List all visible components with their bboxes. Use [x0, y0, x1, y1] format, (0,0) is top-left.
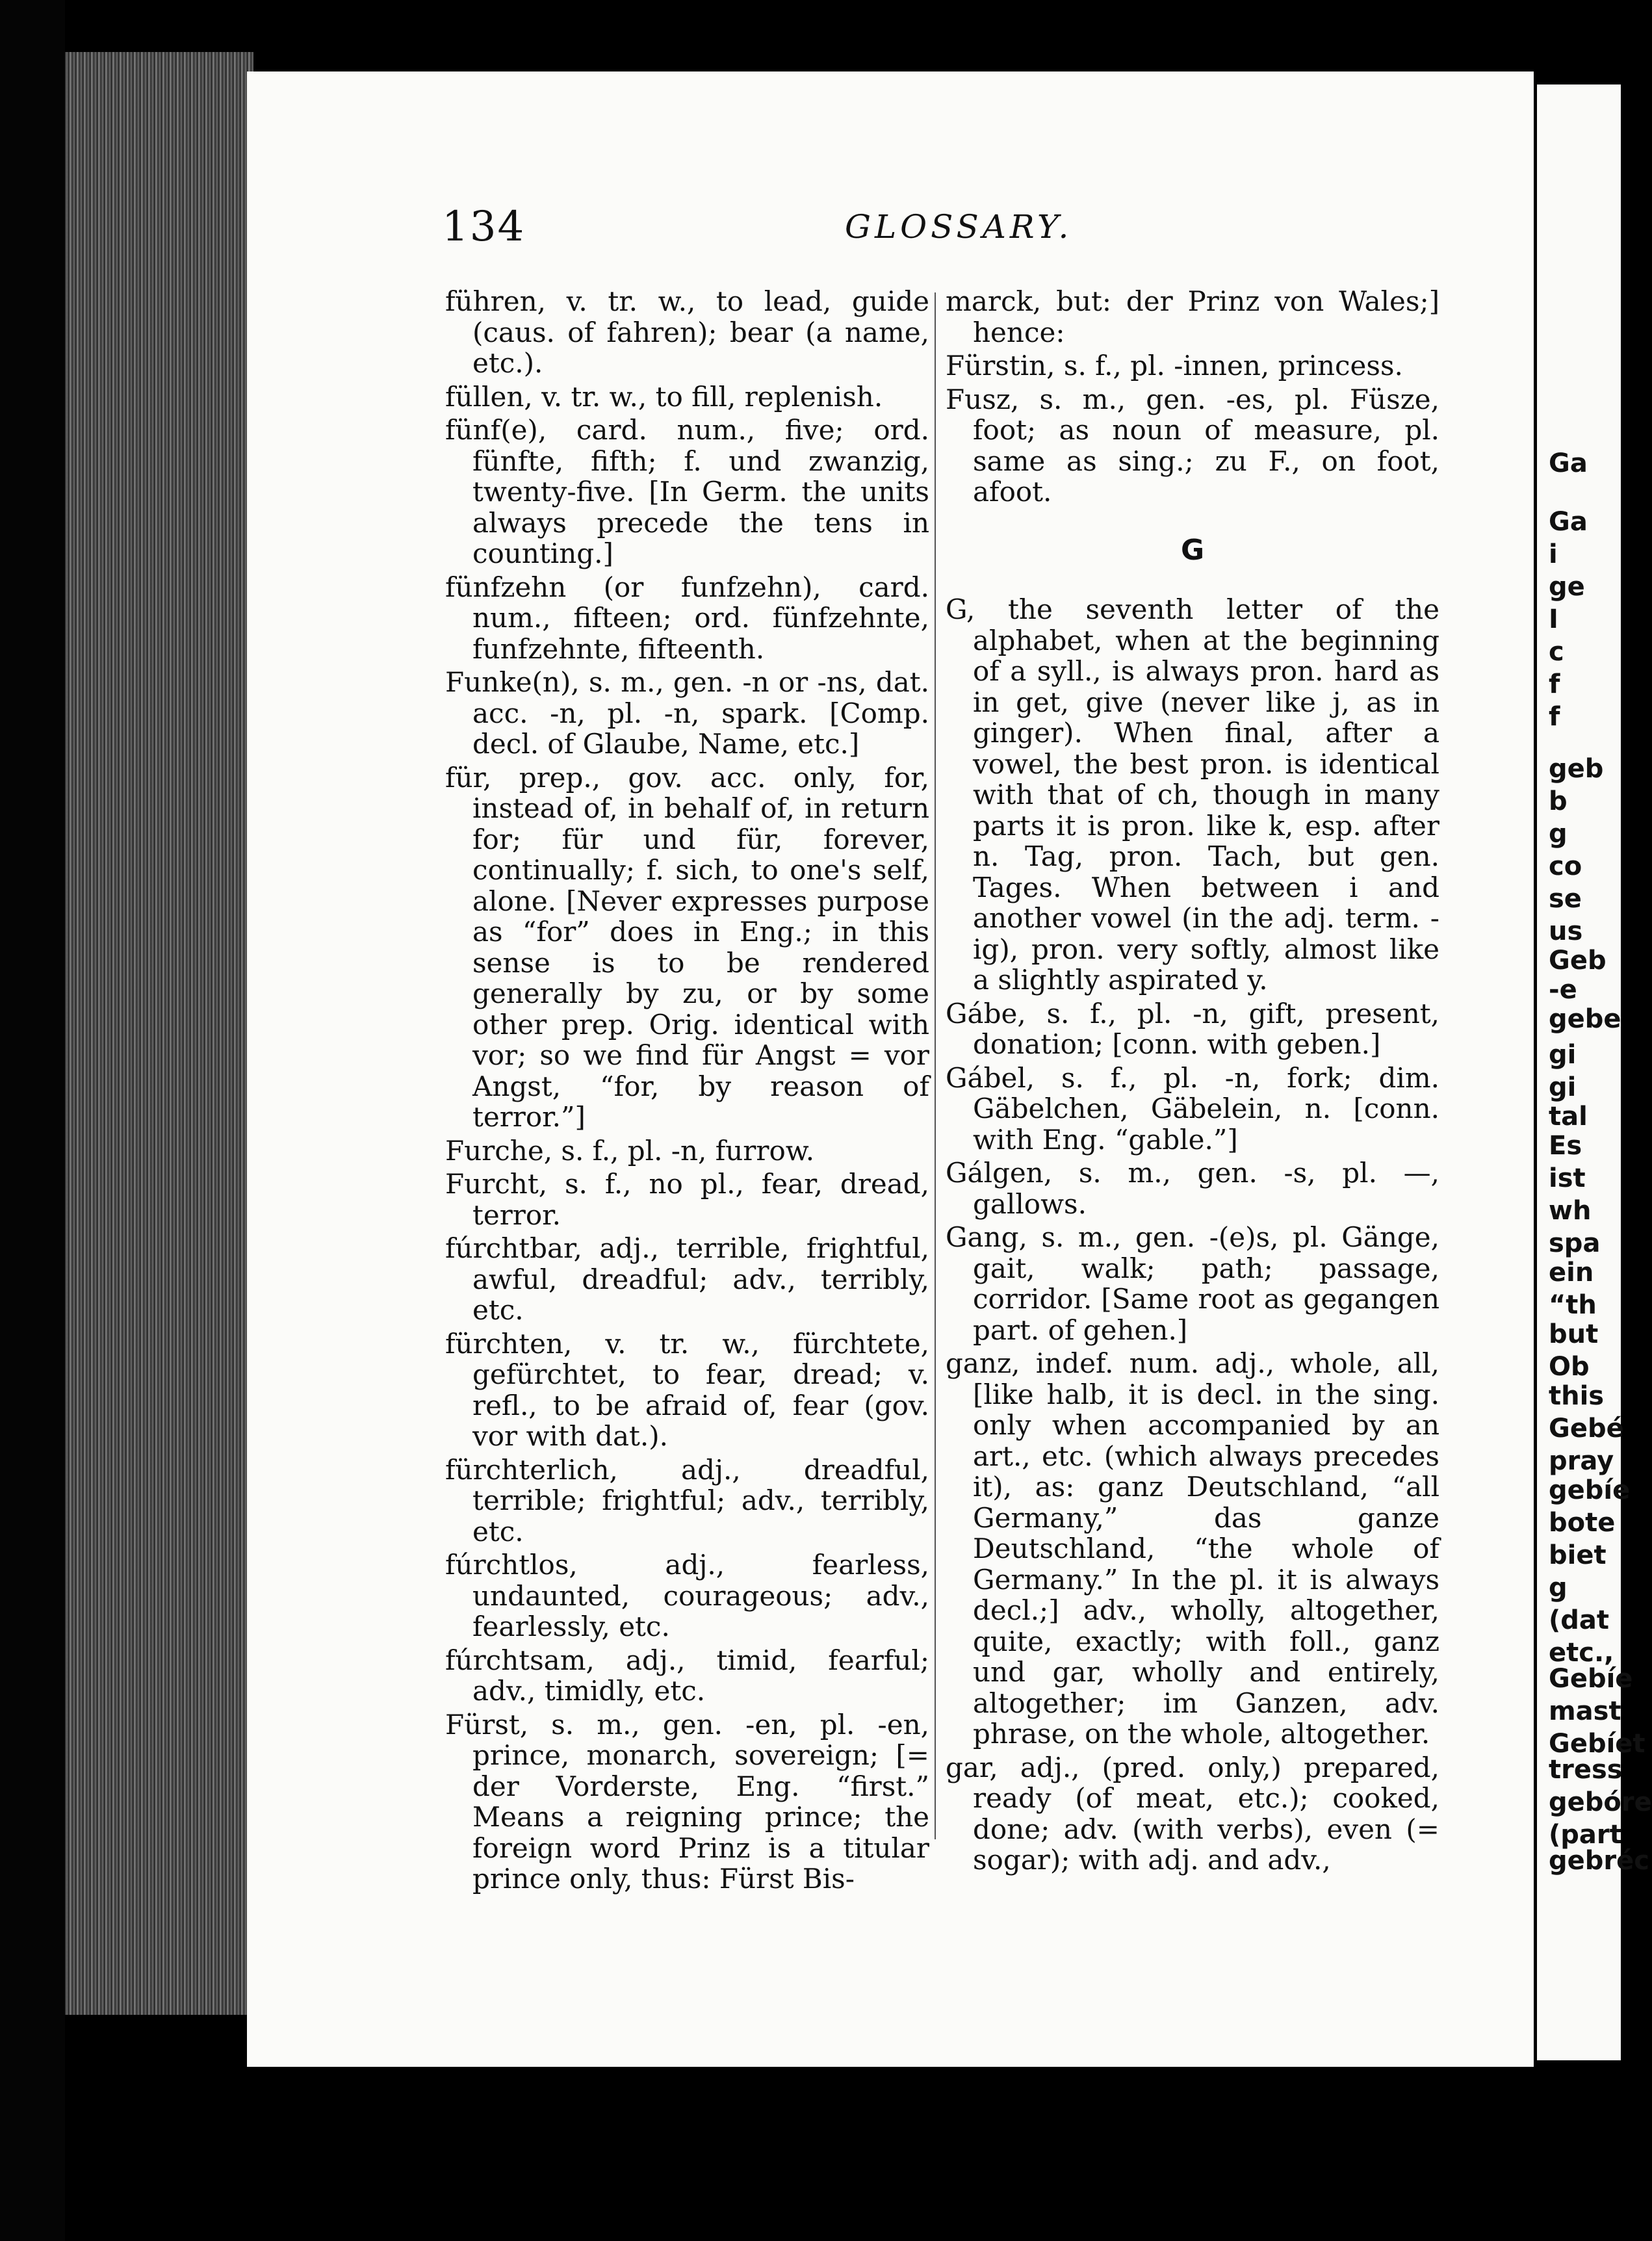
glossary-entry: Funke(n), s. m., gen. -n or -ns, dat. acc. -n, pl. -n, spark. [Comp. decl. of Glaube, Name, etc.]	[445, 666, 929, 760]
glossary-entry: ganz, indef. num. adj., whole, all, [like halb, it is decl. in the sing. only when accompanied by an art., etc. (which always precedes it), as: ganz Deutschland, “all Germany,” das ganze Deutschland, “the whole of Germany.” In the pl. it is always decl.;] adv., wholly, altogether, quite, exactly; with foll., ganz und gar, wholly and entirely, altogether; im Ganzen, adv. phrase, on the whole, altogether.	[946, 1347, 1439, 1750]
right-page-fragment: tress	[1549, 1755, 1623, 1785]
right-page-fragment: ge	[1549, 572, 1585, 602]
right-page-fragment: gebréc	[1549, 1846, 1649, 1876]
glossary-entry: führen, v. tr. w., to lead, guide (caus. of fahren); bear (a name, etc.).	[445, 285, 929, 379]
right-page-fragment: gebíe	[1549, 1475, 1631, 1505]
right-page-fragment: Geb	[1549, 946, 1607, 976]
right-page-fragment: Gebé	[1549, 1414, 1624, 1444]
right-page-fragment: this	[1549, 1381, 1605, 1411]
right-page-fragment: gi	[1549, 1072, 1577, 1102]
section-letter: G	[1180, 533, 1205, 567]
right-page-fragment: Ga	[1549, 448, 1588, 478]
right-page-fragment: but	[1549, 1319, 1599, 1349]
right-page-fragment: f	[1549, 702, 1560, 732]
right-page-fragment: tal	[1549, 1102, 1588, 1132]
right-page-fragment: biet	[1549, 1540, 1607, 1570]
glossary-entry: fúrchtlos, adj., fearless, undaunted, courageous; adv., fearlessly, etc.	[445, 1549, 929, 1642]
glossary-entry: Fusz, s. m., gen. -es, pl. Füsze, foot; as noun of measure, pl. same as sing.; zu F., on foot, afoot.	[946, 383, 1439, 508]
right-page-fragment: I	[1549, 604, 1558, 634]
glossary-entry: fünfzehn (or funfzehn), card. num., fifteen; ord. fünfzehnte, funfzehnte, fifteenth.	[445, 571, 929, 665]
right-page-fragment: -e	[1549, 975, 1577, 1005]
glossary-entry: Furcht, s. f., no pl., fear, dread, terror.	[445, 1168, 929, 1231]
right-page-fragment: Ga	[1549, 507, 1588, 537]
right-page-fragment: pray	[1549, 1446, 1614, 1476]
right-page-fragment: Gebíet	[1549, 1729, 1646, 1759]
glossary-entry: Gábel, s. f., pl. -n, fork; dim. Gäbelchen, Gäbelein, n. [conn. with Eng. “gable.”]	[946, 1061, 1439, 1156]
right-page-fragment: gi	[1549, 1040, 1577, 1070]
right-page-fragment: geb	[1549, 754, 1604, 784]
running-head: GLOSSARY.	[845, 208, 1073, 246]
right-page-fragment: i	[1549, 539, 1558, 569]
glossary-entry: G, the seventh letter of the alphabet, when at the beginning of a syll., is always pron. hard as in get, give (never like j, as in ginger). When final, after a vowel, the best pron. is identical with that of ch, though in many parts it is pron. like k, esp. after n. Tag, pron. Tach, but gen. Tages. When between i and another vowel (in the adj. term. -ig), pron. very softly, almost like a slightly aspirated y.	[946, 593, 1439, 996]
page-stack-edge	[65, 52, 253, 2015]
right-page-fragment: co	[1549, 851, 1582, 881]
glossary-entry: für, prep., gov. acc. only, for, instead of, in behalf of, in return for; für und für, forever, continually; f. sich, to one's self, alone. [Never expresses purpose as “for” does in Eng.; in this sense is to be rendered generally by zu, or by some other prep. Orig. identical with vor; so we find für Angst = vor Angst, “for, by reason of terror.”]	[445, 761, 929, 1133]
right-page-fragment: ein	[1549, 1258, 1594, 1288]
right-page-fragment: se	[1549, 884, 1582, 914]
right-page-fragment: bote	[1549, 1508, 1616, 1538]
glossary-entry: gar, adj., (pred. only,) prepared, ready (of meat, etc.); cooked, done; adv. (with verbs), even (= sogar); with adj. and adv.,	[946, 1751, 1439, 1876]
glossary-entry: fúrchtbar, adj., terrible, frightful, awful, dreadful; adv., terribly, etc.	[445, 1232, 929, 1326]
glossary-entry: fürchten, v. tr. w., fürchtete, gefürchtet, to fear, dread; v. refl., to be afraid of, fear (gov. vor with dat.).	[445, 1327, 929, 1452]
right-column	[946, 286, 1439, 1878]
right-page-fragment: mast	[1549, 1696, 1621, 1726]
right-page-fragment: etc.,	[1549, 1638, 1614, 1668]
right-page-fragment: (part	[1549, 1820, 1622, 1850]
glossary-entry: Furche, s. f., pl. -n, furrow.	[445, 1134, 815, 1167]
right-page-fragment: g	[1549, 1573, 1568, 1603]
right-page-fragment: wh	[1549, 1196, 1592, 1226]
glossary-entry: Fürst, s. m., gen. -en, pl. -en, prince, monarch, sovereign; [= der Vorderste, Eng. “first.” Means a reigning prince; the foreign word Prinz is a titular prince only, thus: Fürst Bis-	[445, 1708, 929, 1895]
glossary-entry: fünf(e), card. num., five; ord. fünfte, fifth; f. und zwanzig, twenty-five. [In Germ. the units always precede the tens in counting.]	[445, 414, 929, 569]
right-page-fragment: spa	[1549, 1228, 1601, 1258]
right-page-fragment: gebe	[1549, 1004, 1621, 1034]
right-page-fragment: Ob	[1549, 1352, 1590, 1382]
right-page-fragment: Gebíe	[1549, 1664, 1633, 1694]
right-page-fragment: c	[1549, 637, 1564, 667]
right-page-fragment: (dat	[1549, 1605, 1610, 1635]
glossary-entry: fürchterlich, adj., dreadful, terrible; frightful; adv., terribly, etc.	[445, 1453, 929, 1548]
right-page-fragment: Es	[1549, 1131, 1582, 1161]
right-page-fragment: “th	[1549, 1290, 1597, 1320]
page-number: 134	[442, 203, 526, 251]
glossary-entry: marck, but: der Prinz von Wales;] hence:	[946, 285, 1439, 348]
right-page-fragment: us	[1549, 916, 1583, 946]
left-column	[445, 286, 929, 1897]
glossary-entry: Gang, s. m., gen. -(e)s, pl. Gänge, gait, walk; path; passage, corridor. [Same root as gegangen part. of gehen.]	[946, 1221, 1439, 1346]
glossary-entry: fúrchtsam, adj., timid, fearful; adv., timidly, etc.	[445, 1644, 929, 1707]
book-spine-shadow	[0, 0, 65, 2241]
right-page-fragment: ist	[1549, 1163, 1586, 1193]
right-page-fragment: b	[1549, 786, 1568, 816]
glossary-entry: Gábe, s. f., pl. -n, gift, present, donation; [conn. with geben.]	[946, 997, 1439, 1060]
glossary-entry: Gálgen, s. m., gen. -s, pl. —, gallows.	[946, 1157, 1439, 1220]
glossary-entry: Fürstin, s. f., pl. -innen, princess.	[946, 350, 1403, 382]
right-page-fragment: f	[1549, 669, 1560, 699]
right-page-fragment: gebóre	[1549, 1787, 1652, 1817]
column-divider	[935, 292, 936, 1839]
glossary-entry: füllen, v. tr. w., to fill, replenish.	[445, 380, 883, 413]
right-page-fragment: g	[1549, 819, 1568, 849]
